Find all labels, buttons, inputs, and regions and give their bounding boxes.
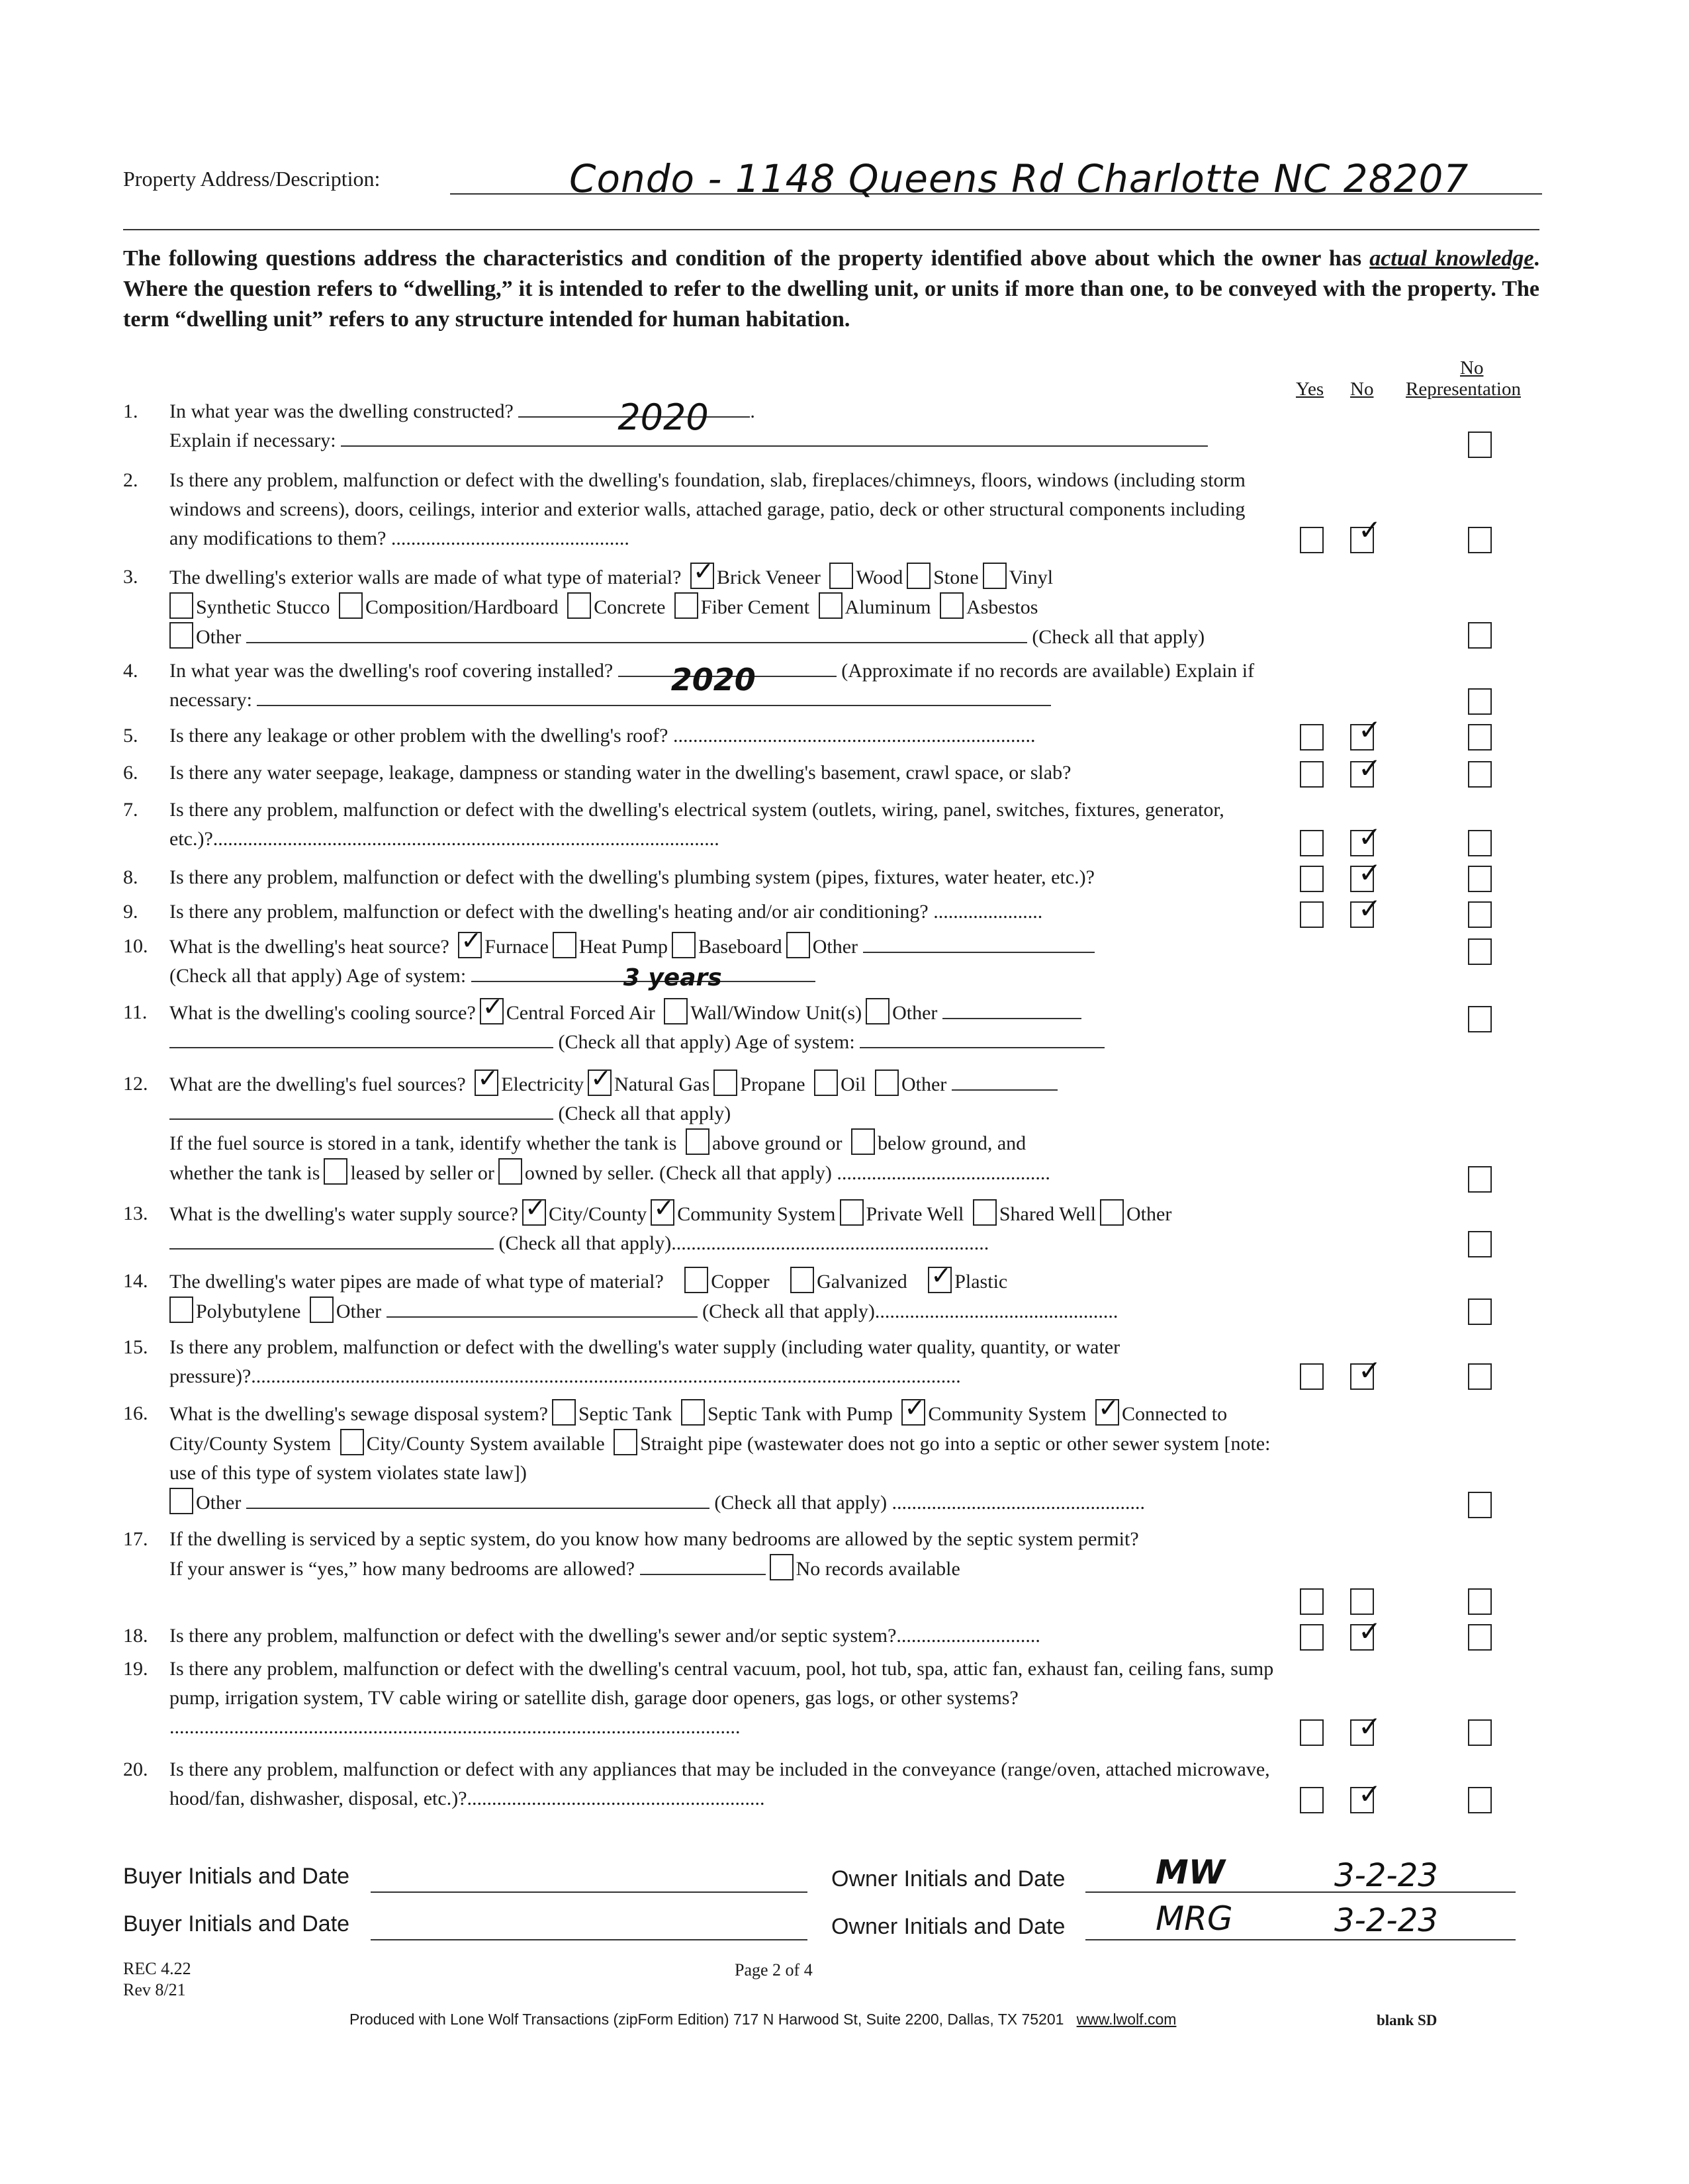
q10-no-rep-checkbox[interactable] [1468, 938, 1492, 965]
q6-no-checkmark: ✓ [1358, 752, 1382, 784]
q11-other-field-2[interactable] [169, 1047, 553, 1048]
question-7: 7. Is there any problem, malfunction or defect with the dwelling's electrical system (outlets, wiring, panel, switches, fixtures, generator, etc.)?...................................................................................................... [123, 799, 1224, 850]
q7-no-checkmark: ✓ [1358, 821, 1382, 853]
question-11: 11. What is the dwelling's cooling source? ✓ Central Forced Air Wall/Window Unit(s) Other (Check all that apply) Age of system: [123, 998, 1275, 1058]
q13-other-field[interactable] [169, 1248, 494, 1250]
q8-yes-checkbox[interactable] [1300, 866, 1324, 892]
q10-furnace-checkbox[interactable]: ✓ [458, 932, 482, 958]
owner2-date: 3-2-23 [1334, 1902, 1438, 1939]
q9-no-checkmark: ✓ [1358, 892, 1382, 925]
produced-with: Produced with Lone Wolf Transactions (zipForm Edition) 717 N Harwood St, Suite 2200, Dallas, TX 75201 www.lwolf.com [349, 2011, 1177, 2028]
q18-no-rep-checkbox[interactable] [1468, 1624, 1492, 1651]
q17-no-records-checkbox[interactable] [770, 1554, 794, 1580]
question-8: 8. Is there any problem, malfunction or defect with the dwelling's plumbing system (pipes, fixtures, water heater, etc.)? [123, 866, 1095, 888]
question-13: 13. What is the dwelling's water supply source? ✓ City/County ✓ Community System Private Well Shared Well Other (Check all that apply)................................................................ [123, 1193, 1172, 1254]
q16-community-checkbox[interactable]: ✓ [901, 1399, 925, 1426]
q10-other-checkbox[interactable] [786, 932, 810, 958]
question-17: 17. If the dwelling is serviced by a septic system, do you know how many bedrooms are allowed by the septic system permit? If your answer is “yes,” how many bedrooms are allowed? No records available [123, 1528, 1139, 1580]
q3-no-rep-checkbox[interactable] [1468, 622, 1492, 649]
q12-other-field-2[interactable] [169, 1118, 553, 1120]
q16-septic-pump-checkbox[interactable] [681, 1399, 705, 1426]
owner2-initials: MRG [1156, 1899, 1233, 1938]
q2-no-checkmark: ✓ [1358, 514, 1382, 546]
q12-other-checkbox[interactable] [875, 1069, 899, 1096]
q16-septic-tank-checkbox[interactable] [552, 1399, 576, 1426]
q3-stone-checkbox[interactable] [907, 563, 931, 589]
column-no: No [1350, 379, 1374, 400]
question-12: 12. What are the dwelling's fuel sources? ✓ Electricity ✓ Natural Gas Propane Oil Other (Check all that apply) If the fuel source is stored in a tank, identify whether the tank is above ground or below ground, and whether the tank is leased by seller or owned by seller. (Check all that apply) ........................................... [123, 1069, 1275, 1195]
q12-above-ground-checkbox[interactable] [686, 1128, 709, 1155]
q19-yes-checkbox[interactable] [1300, 1719, 1324, 1746]
q11-no-rep-checkbox[interactable] [1468, 1006, 1492, 1032]
q17-no-checkbox[interactable] [1350, 1588, 1374, 1615]
column-no-representation: Representation [1406, 379, 1521, 400]
q12-below-ground-checkbox[interactable] [851, 1128, 875, 1155]
q16-no-rep-checkbox[interactable] [1468, 1492, 1492, 1518]
lwolf-link[interactable]: www.lwolf.com [1076, 2011, 1177, 2028]
q19-no-checkmark: ✓ [1358, 1710, 1382, 1743]
question-6: 6. Is there any water seepage, leakage, dampness or standing water in the dwelling's basement, crawl space, or slab? [123, 762, 1072, 784]
question-4: 4. In what year was the dwelling's roof covering installed? 2020 (Approximate if no records are available) Explain if necessary: [123, 660, 1255, 711]
q9-no-rep-checkbox[interactable] [1468, 901, 1492, 928]
property-address-label: Property Address/Description: [123, 167, 381, 191]
intro-paragraph: The following questions address the characteristics and condition of the property identified above about which the owner has actual knowledge. Where the question refers to “dwelling,” it is intended to refer to the dwelling unit, or units if more than one, to be conveyed with the property. The term “dwelling unit” refers to any structure intended for human habitation. [123, 246, 1539, 332]
column-yes: Yes [1296, 379, 1324, 400]
question-9: 9. Is there any problem, malfunction or defect with the dwelling's heating and/or air conditioning? ...................... [123, 901, 1043, 923]
q20-no-checkmark: ✓ [1358, 1778, 1382, 1810]
question-18: 18. Is there any problem, malfunction or defect with the dwelling's sewer and/or septic system?............................. [123, 1625, 1040, 1647]
q15-yes-checkbox[interactable] [1300, 1363, 1324, 1390]
q11-other-checkbox[interactable] [866, 998, 890, 1024]
q18-no-checkmark: ✓ [1358, 1615, 1382, 1647]
q17-no-rep-checkbox[interactable] [1468, 1588, 1492, 1615]
q12-natural-gas-checkbox[interactable]: ✓ [588, 1069, 612, 1096]
q3-aluminum-checkbox[interactable] [819, 592, 843, 619]
q13-city-county-checkbox[interactable]: ✓ [522, 1199, 546, 1226]
q11-age-field[interactable] [860, 1047, 1105, 1048]
q14-no-rep-checkbox[interactable] [1468, 1298, 1492, 1325]
q5-yes-checkbox[interactable] [1300, 724, 1324, 751]
q20-no-rep-checkbox[interactable] [1468, 1787, 1492, 1813]
q3-fiber-cement-checkbox[interactable] [674, 592, 698, 619]
q4-explain-field[interactable] [257, 705, 1051, 706]
question-10: 10. What is the dwelling's heat source? ✓ Furnace Heat Pump Baseboard Other (Check all that apply) Age of system: 3 years [123, 932, 1275, 991]
q2-yes-checkbox[interactable] [1300, 527, 1324, 553]
q3-other-field[interactable] [246, 642, 1027, 643]
question-19: 19. Is there any problem, malfunction or defect with the dwelling's central vacuum, pool, hot tub, spa, attic fan, exhaust fan, ceiling fans, sump pump, irrigation system, TV cable wiring or satellite dish, garage door openers, gas logs, or other systems? ................................................................................................................... [123, 1658, 1274, 1738]
page-number: Page 2 of 4 [735, 1960, 813, 1979]
q12-electricity-checkbox[interactable]: ✓ [475, 1069, 498, 1096]
q12-propane-checkbox[interactable] [713, 1069, 737, 1096]
question-15: 15. Is there any problem, malfunction or defect with the dwelling's water supply (including water quality, quantity, or water pressure)?............................................................................................................................................... [123, 1336, 1120, 1387]
buyer-initials-label-2: Buyer Initials and Date [123, 1911, 350, 1936]
owner-initials-field-2[interactable] [1085, 1939, 1516, 1940]
q14-polybutylene-checkbox[interactable] [169, 1297, 193, 1323]
q2-no-rep-checkbox[interactable] [1468, 527, 1492, 553]
q16-straight-pipe-checkbox[interactable] [614, 1429, 637, 1455]
q13-community-checkbox[interactable]: ✓ [651, 1199, 674, 1226]
buyer-initials-field-2[interactable] [371, 1939, 807, 1940]
owner-initials-label-1: Owner Initials and Date [831, 1866, 1066, 1891]
q14-other-field[interactable] [387, 1316, 698, 1318]
q8-no-rep-checkbox[interactable] [1468, 866, 1492, 892]
q12-oil-checkbox[interactable] [814, 1069, 838, 1096]
q1-no-rep-checkbox[interactable] [1468, 432, 1492, 458]
q6-yes-checkbox[interactable] [1300, 761, 1324, 788]
q14-plastic-checkbox[interactable]: ✓ [928, 1267, 952, 1293]
q13-shared-well-checkbox[interactable] [973, 1199, 997, 1226]
q1-explain-field[interactable] [341, 445, 1208, 447]
q15-no-checkmark: ✓ [1358, 1354, 1382, 1387]
q11-central-air-checkbox[interactable]: ✓ [480, 998, 504, 1024]
q8-no-checkmark: ✓ [1358, 856, 1382, 889]
q1-year-field[interactable]: 2020 [518, 416, 750, 418]
q10-heat-pump-checkbox[interactable] [553, 932, 576, 958]
q12-other-field[interactable] [952, 1089, 1058, 1091]
q5-no-checkmark: ✓ [1358, 713, 1382, 746]
question-1: 1. In what year was the dwelling constructed? 2020 . Explain if necessary: [123, 397, 1275, 457]
q9-yes-checkbox[interactable] [1300, 901, 1324, 928]
form-revision: Rev 8/21 [123, 1980, 186, 1999]
owner1-initials: MW [1156, 1853, 1225, 1891]
q3-wood-checkbox[interactable] [829, 563, 853, 589]
q17-bedrooms-field[interactable] [640, 1574, 766, 1575]
q12-leased-checkbox[interactable] [324, 1158, 347, 1185]
q16-other-checkbox[interactable] [169, 1488, 193, 1514]
column-no-rep-line1: No [1460, 357, 1484, 379]
q15-no-rep-checkbox[interactable] [1468, 1363, 1492, 1390]
q20-yes-checkbox[interactable] [1300, 1787, 1324, 1813]
q13-no-rep-checkbox[interactable] [1468, 1231, 1492, 1257]
q10-other-field[interactable] [863, 952, 1095, 953]
question-3: 3. The dwelling's exterior walls are made of what type of material? ✓ Brick Veneer Wood Stone Vinyl Synthetic Stucco Composition/Hardboard Concrete Fiber Cement Aluminum Asbestos Other (Check all that apply) [123, 557, 1205, 648]
property-address-value[interactable]: Condo - 1148 Queens Rd Charlotte NC 28207 [569, 156, 1469, 201]
q10-age-field[interactable]: 3 years [471, 981, 815, 982]
q17-yes-checkbox[interactable] [1300, 1588, 1324, 1615]
q3-asbestos-checkbox[interactable] [940, 592, 964, 619]
intro-emphasis: actual knowledge [1369, 246, 1534, 271]
q3-composition-checkbox[interactable] [339, 592, 363, 619]
question-14: 14. The dwelling's water pipes are made of what type of material? Copper Galvanized ✓ Plastic Polybutylene Other (Check all that apply)................................................. [123, 1261, 1118, 1322]
buyer-initials-field-1[interactable] [371, 1891, 807, 1893]
q3-brick-checkbox[interactable]: ✓ [690, 563, 714, 589]
q3-stucco-checkbox[interactable] [169, 592, 193, 619]
q18-yes-checkbox[interactable] [1300, 1624, 1324, 1651]
question-16: 16. What is the dwelling's sewage disposal system? Septic Tank Septic Tank with Pump ✓ Community System ✓ Connected to City/County System City/County System available Straight pipe (wastewater does not go into a septic or other sewer system [note: use of this type of system violates state law]) Other (Check all that apply) ................................................... [123, 1393, 1271, 1514]
q16-available-checkbox[interactable] [340, 1429, 364, 1455]
q16-connected-checkbox[interactable]: ✓ [1095, 1399, 1119, 1426]
q11-wall-window-checkbox[interactable] [664, 998, 688, 1024]
q14-copper-checkbox[interactable] [684, 1267, 708, 1293]
q3-vinyl-checkbox[interactable] [983, 563, 1007, 589]
q12-owned-checkbox[interactable] [498, 1158, 522, 1185]
question-20: 20. Is there any problem, malfunction or defect with any appliances that may be included in the conveyance (range/oven, attached microwave, hood/fan, dishwasher, disposal, etc.)?............................................................ [123, 1758, 1270, 1809]
q6-no-rep-checkbox[interactable] [1468, 761, 1492, 788]
q7-no-rep-checkbox[interactable] [1468, 830, 1492, 856]
q4-year-field[interactable]: 2020 [618, 676, 837, 677]
owner1-date: 3-2-23 [1334, 1857, 1438, 1894]
owner-initials-label-2: Owner Initials and Date [831, 1914, 1066, 1939]
q16-other-field[interactable] [246, 1508, 709, 1509]
property-address-second-line [123, 229, 1539, 230]
q3-concrete-checkbox[interactable] [567, 592, 591, 619]
form-id: REC 4.22 [123, 1959, 191, 1978]
q4-no-rep-checkbox[interactable] [1468, 688, 1492, 715]
q10-baseboard-checkbox[interactable] [672, 932, 696, 958]
q7-yes-checkbox[interactable] [1300, 830, 1324, 856]
question-5: 5. Is there any leakage or other problem with the dwelling's roof? ......................................................................... [123, 725, 1036, 747]
buyer-initials-label-1: Buyer Initials and Date [123, 1864, 350, 1889]
q14-other-checkbox[interactable] [310, 1297, 334, 1323]
form-tag: blank SD [1377, 2012, 1438, 2028]
q14-galvanized-checkbox[interactable] [790, 1267, 814, 1293]
owner-initials-field-1[interactable] [1085, 1891, 1516, 1893]
q5-no-rep-checkbox[interactable] [1468, 724, 1492, 751]
q13-other-checkbox[interactable] [1100, 1199, 1124, 1226]
q13-private-well-checkbox[interactable] [840, 1199, 864, 1226]
q12-no-rep-checkbox[interactable] [1468, 1166, 1492, 1193]
q11-other-field[interactable] [942, 1018, 1081, 1019]
q3-other-checkbox[interactable] [169, 622, 193, 649]
question-2: 2. Is there any problem, malfunction or defect with the dwelling's foundation, slab, fireplaces/chimneys, floors, windows (including storm windows and screens), doors, ceilings, interior and exterior walls, attached garage, patio, deck or other structural components including any modifications to them? ................................................ [123, 469, 1246, 549]
q19-no-rep-checkbox[interactable] [1468, 1719, 1492, 1746]
